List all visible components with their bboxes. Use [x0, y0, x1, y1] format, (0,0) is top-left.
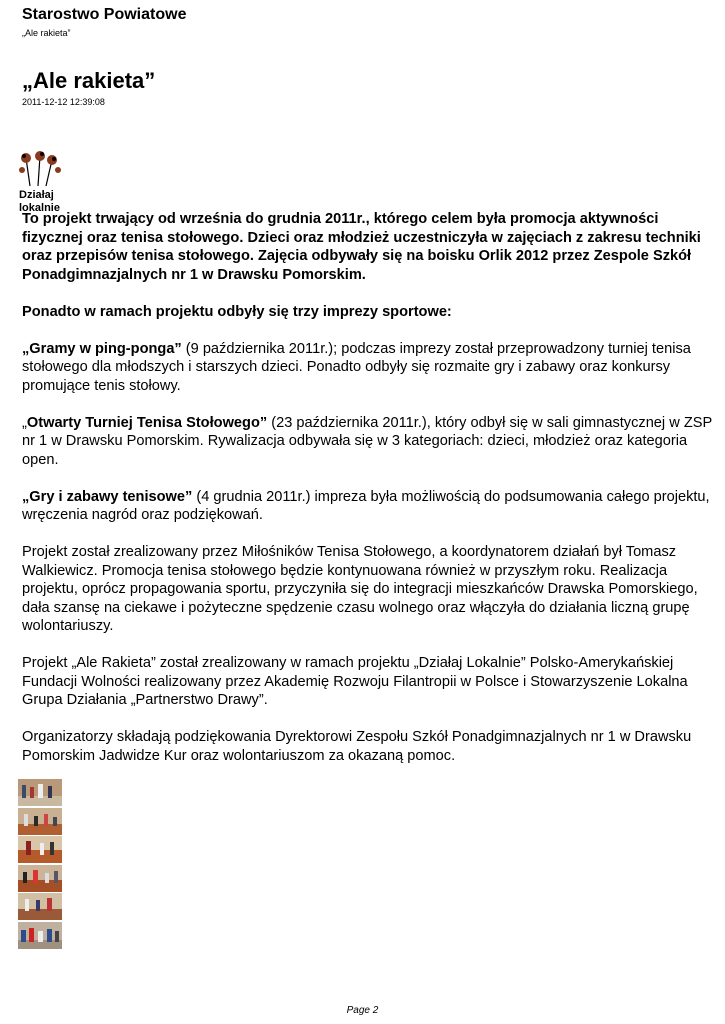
event-prefix: „ — [22, 414, 27, 431]
site-title: Starostwo Powiatowe — [22, 6, 187, 23]
svg-text:lokalnie: lokalnie — [19, 202, 60, 214]
article-title: „Ale rakieta” — [22, 68, 156, 93]
gallery-photo[interactable] — [18, 779, 62, 806]
event-item — [22, 488, 712, 525]
gallery-photo[interactable] — [18, 808, 62, 835]
article-intro: To projekt trwający od września do grudnia 2011r., którego celem była promocja aktywności fizycznej oraz tenisa stołowego. Dzieci oraz młodzież uczestniczyła w zajęciach z zakresu techniki oraz przepisów tenisa stołowego. Zajęcia odbywały się na boisku Orlik 2012 przez Zespole Szkół Ponadgimnazjalnych nr 1 w Drawsku Pomorskim. — [22, 211, 701, 283]
gallery-photo[interactable] — [18, 893, 62, 920]
event-name: „Gramy w ping-ponga” — [22, 340, 182, 357]
gallery-photo[interactable] — [18, 836, 62, 863]
gallery-photo[interactable] — [18, 922, 62, 949]
event-item — [22, 414, 712, 470]
article-date: 2011-12-12 12:39:08 — [22, 97, 105, 107]
gallery-photo[interactable] — [18, 865, 62, 892]
breadcrumb[interactable]: „Ale rakieta” — [22, 28, 71, 38]
svg-text:Działaj: Działaj — [19, 189, 54, 201]
event-text: (4 grudnia 2011r.) impreza była możliwością do podsumowania całego projektu, wręczenia nagród oraz podziękowań. — [22, 488, 710, 523]
event-name: „Gry i zabawy tenisowe” — [22, 488, 193, 505]
event-item — [22, 340, 712, 396]
event-name: Otwarty Turniej Tenisa Stołowego” — [26, 414, 268, 431]
photo-gallery — [18, 779, 66, 950]
paragraph: Projekt „Ale Rakieta” został zrealizowany w ramach projektu „Działaj Lokalnie” Polsko-Amerykańskiej Fundacji Wolności realizowany przez Akademię Rozwoju Filantropii w Polsce i Stowarzyszenie Lokalna Grupa Działania „Partnerstwo Drawy”. — [22, 655, 688, 708]
dzialaj-lokalnie-logo — [18, 150, 64, 216]
paragraph: Organizatorzy składają podziękowania Dyrektorowi Zespołu Szkół Ponadgimnazjalnych nr 1 w Drawsku Pomorskim Jadwidze Kur oraz wolontariuszom za okazaną pomoc. — [22, 729, 692, 764]
page-number: Page 2 — [346, 1005, 379, 1016]
paragraph: Projekt został zrealizowany przez Miłośników Tenisa Stołowego, a koordynatorem działań był Tomasz Walkiewicz. Promocja tenisa stołowego będzie kontynuowana również w przyszłym roku. Realizacja projektu, oprócz propagowania sportu, przyczyniła się do integracji mieszkańców Drawska Pomorskiego, dała szansę na ciekawe i pożyteczne spędzenie czasu wolnego oraz włączyła do działania liczną grupę wolontariuszy. — [22, 544, 698, 634]
event-text: (9 października 2011r.); podczas imprezy został przeprowadzony turniej tenisa stołowego dla młodszych i starszych dzieci. Ponadto odbyły się rozmaite gry i zabawy oraz konkursy promujące tenis stołowy. — [22, 340, 691, 394]
article-body — [22, 210, 712, 784]
event-text: (23 października 2011r.), który odbył się w sali gimnastycznej w ZSP nr 1 w Drawsku Pomorskim. Rywalizacja odbywała się w 3 kategoriach: dzieci, młodzież oraz kategoria open. — [22, 414, 712, 468]
events-heading: Ponadto w ramach projektu odbyły się trzy imprezy sportowe: — [22, 303, 452, 320]
